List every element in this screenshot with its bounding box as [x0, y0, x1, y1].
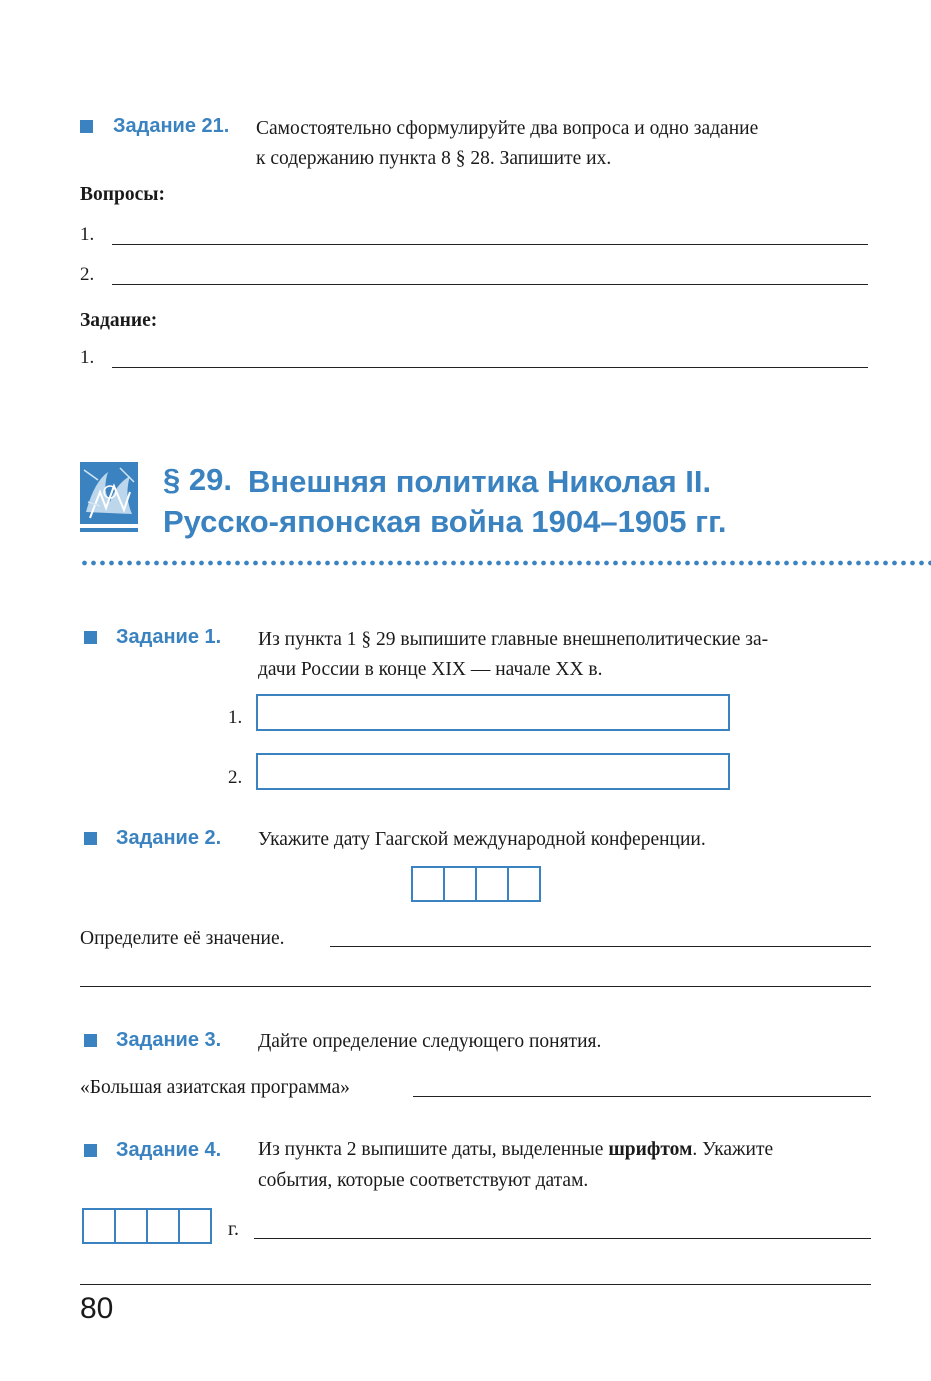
task-marker — [84, 1034, 97, 1047]
questions-title: Вопросы: — [80, 184, 165, 205]
task2-text: Укажите дату Гаагской международной конференции. — [258, 829, 706, 850]
task1-text-1: Из пункта 1 § 29 выпишите главные внешнеполитические за- — [258, 629, 769, 650]
section-emblem-icon — [80, 462, 138, 524]
task3-label: Задание 3. — [116, 1029, 222, 1051]
task-marker — [84, 631, 97, 644]
date-cell[interactable] — [146, 1208, 180, 1244]
section-emblem-underline — [80, 528, 138, 532]
date-cell[interactable] — [411, 866, 445, 902]
task3-text: Дайте определение следующего понятия. — [258, 1031, 602, 1052]
assignment-1-number: 1. — [80, 347, 95, 368]
task1-answer-1-box[interactable] — [256, 694, 730, 731]
task2-meaning-label: Определите её значение. — [80, 928, 285, 949]
task3-term: «Большая азиатская программа» — [80, 1077, 350, 1098]
section-title-line2: Русско-японская война 1904–1905 гг. — [163, 504, 727, 539]
task1-answer-2-box[interactable] — [256, 753, 730, 790]
task4-event-line-2[interactable] — [80, 1284, 871, 1285]
task-marker — [84, 832, 97, 845]
date-cell[interactable] — [443, 866, 477, 902]
task4-year-suffix: г. — [228, 1218, 239, 1240]
question-2-line[interactable] — [112, 284, 868, 285]
date-cell[interactable] — [178, 1208, 212, 1244]
date-cell[interactable] — [475, 866, 509, 902]
task1-answer-1-number: 1. — [228, 707, 243, 728]
task3-definition-line[interactable] — [413, 1096, 871, 1097]
task2-date-cells[interactable] — [411, 866, 539, 902]
task4-text-1-a: Из пункта 2 выпишите даты, выделенные — [258, 1139, 609, 1160]
dotted-separator — [80, 558, 931, 568]
task21-label: Задание 21. — [113, 115, 230, 137]
question-1-number: 1. — [80, 224, 95, 245]
task1-label: Задание 1. — [116, 626, 222, 648]
section-title-line1: Внешняя политика Николая II. — [248, 464, 712, 499]
task21-text-2: к содержанию пункта 8 § 28. Запишите их. — [256, 148, 612, 169]
task1-text-2: дачи России в конце XIX — начале XX в. — [258, 659, 603, 680]
task1-answer-2-number: 2. — [228, 767, 243, 788]
task4-text-1-bold: шрифтом — [608, 1139, 693, 1160]
task4-text-1-b: . Укажите — [692, 1139, 774, 1160]
task2-label: Задание 2. — [116, 827, 222, 849]
task21-text-1: Самостоятельно сформулируйте два вопроса и одно задание — [256, 118, 759, 139]
task-marker — [80, 120, 93, 133]
task4-date-cells[interactable] — [82, 1208, 210, 1244]
question-2-number: 2. — [80, 264, 95, 285]
task4-event-line-1[interactable] — [254, 1238, 871, 1239]
task-marker — [84, 1144, 97, 1157]
date-cell[interactable] — [114, 1208, 148, 1244]
question-1-line[interactable] — [112, 244, 868, 245]
task4-text-2: события, которые соответствуют датам. — [258, 1170, 589, 1191]
page-number: 80 — [80, 1292, 114, 1325]
task2-meaning-line-2[interactable] — [80, 986, 871, 987]
task4-label: Задание 4. — [116, 1139, 222, 1161]
date-cell[interactable] — [82, 1208, 116, 1244]
date-cell[interactable] — [507, 866, 541, 902]
task4-text-1 — [258, 1134, 773, 1165]
assignment-title: Задание: — [80, 310, 158, 331]
assignment-1-line[interactable] — [112, 367, 868, 368]
task2-meaning-line-1[interactable] — [330, 946, 871, 947]
section-number: § 29. — [163, 462, 232, 497]
